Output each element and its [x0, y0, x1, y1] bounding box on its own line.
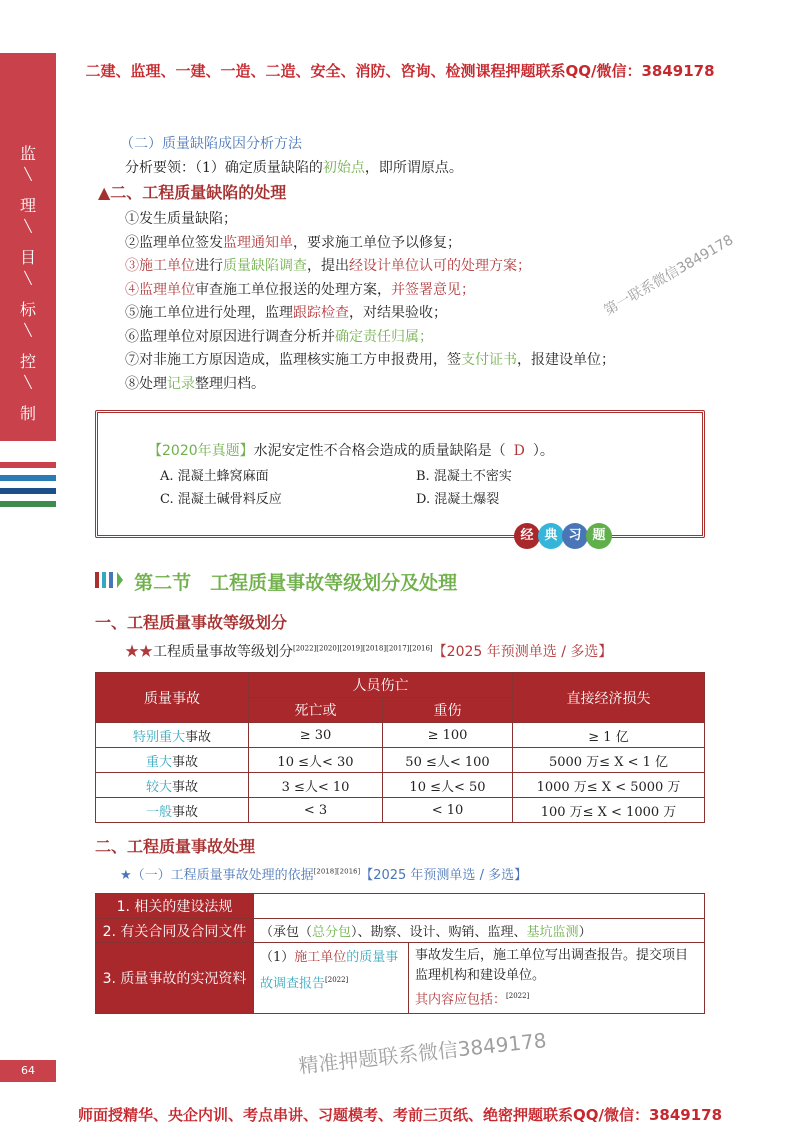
header-banner: 二建、监理、一建、一造、二造、安全、消防、咨询、检测课程押题联系QQ/微信：3849178 [85, 62, 715, 80]
step-text: 确定责任归属； [335, 328, 433, 345]
contracts-text: ） [578, 925, 592, 940]
separator-slash: ╲ [24, 271, 32, 285]
heading-one: 一、工程质量事故等级划分 [95, 613, 288, 632]
exercise-tag: 【2020年真题】 [148, 443, 254, 459]
badge-char: 题 [586, 523, 612, 549]
facts-num: （1） [260, 950, 295, 965]
step-item [125, 232, 615, 256]
col-header-accident: 质量事故 [96, 673, 249, 723]
step-text: 经设计单位认可的处理方案； [349, 258, 531, 274]
step-item [125, 279, 615, 303]
injury-cell: 50 ≤人< 100 [383, 748, 513, 773]
question-text: 水泥安定性不合格会造成的质量缺陷是（ [253, 443, 506, 459]
analysis-text: 分析要领：（1）确定质量缺陷的 [125, 160, 323, 176]
accident-grade-table [95, 672, 705, 823]
option-c: C. 混凝土碱骨料反应 [160, 492, 282, 507]
sidebar-char: 制 [19, 404, 36, 423]
facts-desc-text: 事故发生后，施工单位写出调查报告。提交项目监理机构和建设单位。 [415, 948, 689, 983]
basis-row-facts: 3. 质量事故的实况资料 [96, 943, 254, 1014]
separator-slash: ╲ [24, 323, 32, 337]
predict-tag: 【2025 年预测单选 / 多选】 [360, 868, 528, 883]
step-text: 监理通知单 [223, 234, 293, 251]
grade-suffix: 事故 [185, 729, 212, 745]
section-title-text: 第二节 工程质量事故等级划分及处理 [134, 572, 458, 594]
grade-highlight: 重大 [145, 754, 172, 770]
exercise-question [148, 440, 554, 460]
table-row [96, 773, 705, 798]
grade-highlight: 特别重大 [132, 729, 185, 745]
grade-highlight: 一般 [145, 804, 172, 820]
sidebar-char: 标 [19, 300, 36, 319]
step-text: ④监理单位 [125, 281, 195, 298]
analysis-highlight: 初始点 [322, 160, 365, 176]
basis-row-laws: 1. 相关的建设法规 [96, 894, 254, 919]
facts-unit: 施工单位 [294, 950, 347, 965]
year-tag: [2022] [325, 976, 349, 984]
stripe-navy [0, 488, 56, 494]
step-text: 整理归档。 [195, 375, 265, 392]
contracts-highlight: 基坑监测 [526, 925, 579, 940]
classic-exercise-badge [516, 523, 612, 549]
grade-suffix: 事故 [172, 779, 199, 795]
loss-cell: 100 万≤ X < 1000 万 [513, 798, 705, 823]
step-text: 记录 [167, 375, 195, 392]
page-number: 64 [0, 1060, 56, 1082]
facts-desc [409, 943, 705, 1014]
grade-suffix: 事故 [172, 754, 199, 770]
loss-cell: 1000 万≤ X < 5000 万 [513, 773, 705, 798]
contracts-text: ）、勘察、设计、购销、监理、 [351, 925, 527, 940]
contracts-content [254, 919, 705, 943]
contracts-highlight: 总分包 [312, 925, 352, 940]
option-b: B. 混凝土不密实 [416, 469, 512, 484]
analysis-text-end: ，即所谓原点。 [364, 160, 463, 176]
death-cell: 3 ≤人< 10 [249, 773, 383, 798]
col-header-death: 死亡或 [249, 698, 383, 723]
accident-basis-table [95, 893, 705, 1014]
facts-contents-label: 其内容应包括： [415, 992, 507, 1008]
grade-cell [96, 748, 249, 773]
sidebar-char: 理 [19, 196, 36, 215]
injury-cell: < 10 [383, 798, 513, 823]
basis-row-contracts: 2. 有关合同及合同文件 [96, 919, 254, 943]
injury-cell: ≥ 100 [383, 723, 513, 748]
badge-char: 典 [538, 523, 564, 549]
separator-slash: ╲ [24, 375, 32, 389]
analysis-line [125, 157, 463, 177]
col-header-injury: 重伤 [383, 698, 513, 723]
exercise-frame [95, 410, 705, 543]
step-item [125, 326, 615, 350]
sub-heading: （二）质量缺陷成因分析方法 [120, 136, 302, 152]
watermark: 第一联系微信3849178 [601, 232, 737, 320]
col-header-casualty: 人员伤亡 [249, 673, 513, 698]
year-tags: [2022][2020][2019][2018][2017][2016] [293, 644, 433, 653]
section-title [95, 568, 457, 595]
step-text: 进行 [195, 258, 223, 274]
death-cell: < 3 [249, 798, 383, 823]
star-line [125, 641, 612, 661]
step-item [125, 373, 615, 397]
table-row [96, 723, 705, 748]
basis-text: ★（一）工程质量事故处理的依据 [120, 868, 314, 883]
option-d: D. 混凝土爆裂 [416, 492, 500, 507]
stripe-blue [0, 475, 56, 481]
table-row [96, 798, 705, 823]
badge-char: 经 [514, 523, 540, 549]
step-text: 支付证书 [461, 352, 517, 368]
step-text: 并签署意见； [391, 281, 475, 298]
heading-two: 二、工程质量事故处理 [95, 837, 256, 856]
section-bars-icon [95, 570, 129, 594]
star-icon: ★★ [125, 644, 153, 660]
year-tags: [2018][2016] [313, 867, 361, 876]
loss-cell: ≥ 1 亿 [513, 723, 705, 748]
death-cell: ≥ 30 [249, 723, 383, 748]
section2-heading: ▲二、工程质量缺陷的处理 [98, 183, 287, 202]
badge-char: 习 [562, 523, 588, 549]
grade-suffix: 事故 [172, 804, 199, 820]
footer-banner: 师面授精华、央企内训、考点串讲、习题模考、考前三页纸、绝密押题联系QQ/微信：3849178 [77, 1106, 723, 1124]
step-text: 质量缺陷调查 [223, 258, 307, 274]
stripe-red [0, 462, 56, 468]
watermark: 精准押题联系微信3849178 [297, 1028, 548, 1079]
table-row [96, 748, 705, 773]
grade-cell [96, 798, 249, 823]
step-text: 跟踪检查 [293, 305, 349, 321]
col-header-loss: 直接经济损失 [513, 673, 705, 723]
predict-tag: 【2025 年预测单选 / 多选】 [432, 644, 613, 660]
stripe-green [0, 501, 56, 507]
step-item [125, 302, 615, 326]
injury-cell: 10 ≤人< 50 [383, 773, 513, 798]
year-tag: [2022] [506, 992, 530, 1000]
step-item [125, 208, 615, 232]
death-cell: 10 ≤人< 30 [249, 748, 383, 773]
step-text: ③施工单位 [125, 258, 195, 274]
exercise-answer: D [513, 443, 525, 459]
step-text: ⑥监理单位对原因进行调查分析并 [125, 328, 335, 345]
grade-cell [96, 723, 249, 748]
facts-report-name: 的质量事故调查报告 [260, 950, 399, 992]
step-text: ②监理单位签发 [125, 234, 223, 251]
step-item [125, 349, 615, 373]
option-a: A. 混凝土蜂窝麻面 [160, 469, 269, 484]
separator-slash: ╲ [24, 219, 32, 233]
sidebar-char: 控 [19, 352, 36, 371]
step-text: 审查施工单位报送的处理方案， [195, 281, 391, 298]
grade-highlight: 较大 [145, 779, 172, 795]
step-text: ，提出 [307, 258, 349, 274]
step-item [125, 255, 615, 279]
contracts-text: （承包（ [260, 925, 313, 940]
grade-cell [96, 773, 249, 798]
basis-line [120, 864, 527, 883]
step-text: ，对结果验收； [349, 305, 447, 321]
step-text: ，报建设单位； [517, 352, 615, 368]
chapter-sidebar [0, 53, 56, 441]
separator-slash: ╲ [24, 167, 32, 181]
facts-report [254, 943, 409, 1014]
sidebar-char: 监 [19, 144, 36, 163]
step-text: ⑤施工单位进行处理，监理 [125, 305, 293, 321]
question-close: ）。 [532, 443, 554, 459]
steps-list [125, 208, 615, 396]
step-text: ，要求施工单位予以修复； [293, 234, 461, 251]
star-line-text: 工程质量事故等级划分 [153, 644, 293, 660]
loss-cell: 5000 万≤ X < 1 亿 [513, 748, 705, 773]
step-text: ⑦对非施工方原因造成，监理核实施工方申报费用，签 [125, 352, 461, 368]
step-text: ①发生质量缺陷； [125, 211, 237, 227]
step-text: ⑧处理 [125, 375, 167, 392]
sidebar-char: 目 [19, 248, 36, 267]
